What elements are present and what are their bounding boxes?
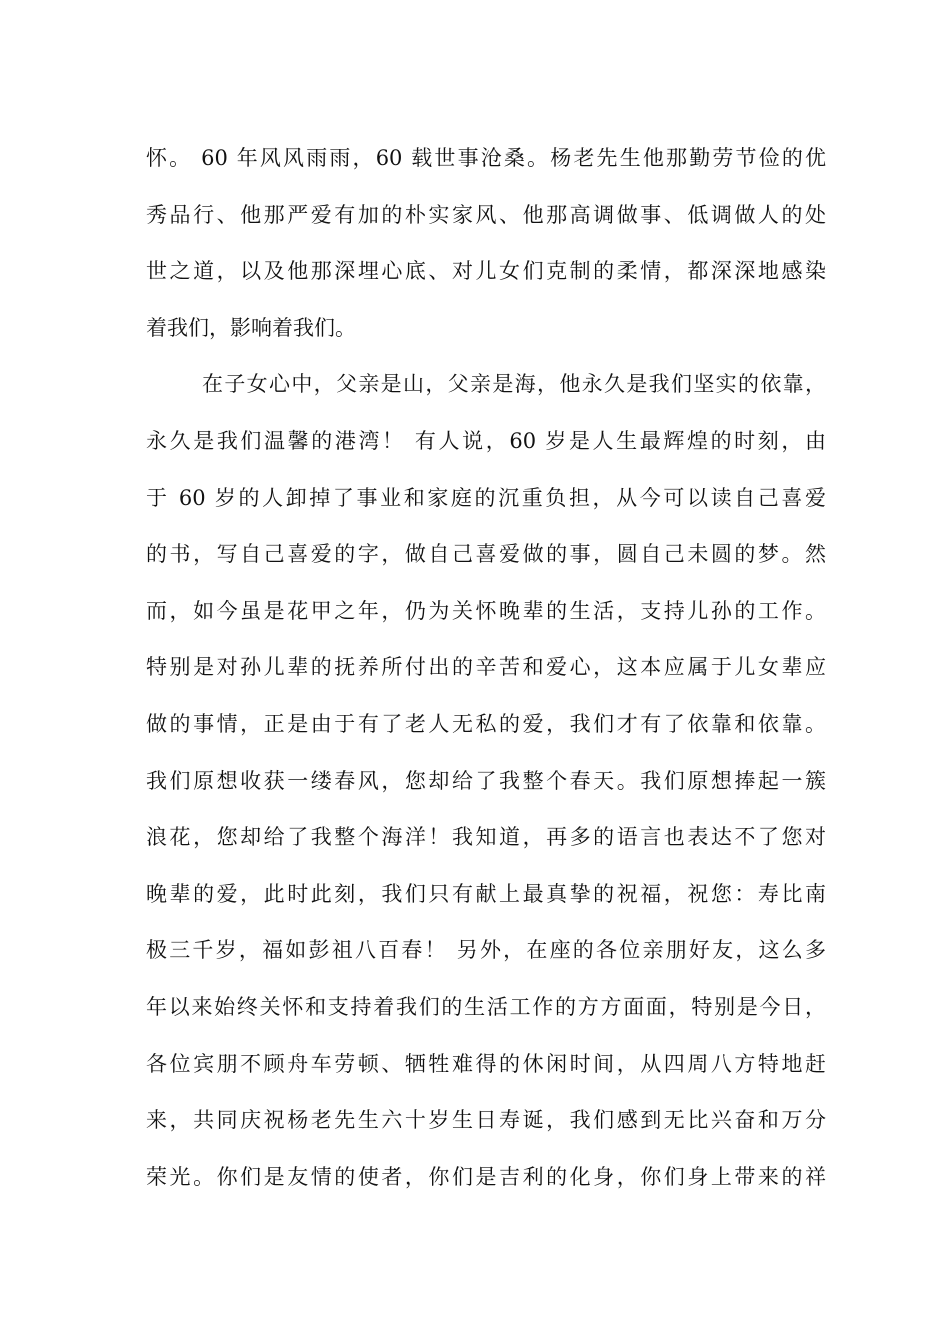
text-line: 年以来始终关怀和支持着我们的生活工作的方方面面，特别是今日， [146,994,826,1019]
text-line: 极三千岁，福如彭祖八百春！ 另外，在座的各位亲朋好友，这么多 [146,938,826,963]
text-line: 秀品行、他那严爱有加的朴实家风、他那高调做事、低调做人的处 [146,202,826,227]
text-line: 永久是我们温馨的港湾！ 有人说，60 岁是人生最辉煌的时刻，由 [146,428,826,453]
paragraph-start-line: 在子女心中，父亲是山，父亲是海，他永久是我们坚实的依靠， [202,372,826,397]
text-line: 我们原想收获一缕春风，您却给了我整个春天。我们原想捧起一簇 [146,768,826,793]
text-line: 于 60 岁的人卸掉了事业和家庭的沉重负担，从今可以读自己喜爱 [146,485,826,510]
text-line: 浪花，您却给了我整个海洋！我知道，再多的语言也表达不了您对 [146,825,826,850]
text-line: 各位宾朋不顾舟车劳顿、牺牲难得的休闲时间，从四周八方特地赶 [146,1051,826,1076]
text-line: 来，共同庆祝杨老先生六十岁生日寿诞，我们感到无比兴奋和万分 [146,1108,826,1133]
text-line: 的书，写自己喜爱的字，做自己喜爱做的事，圆自己未圆的梦。然 [146,542,826,567]
text-line: 世之道，以及他那深埋心底、对儿女们克制的柔情，都深深地感染 [146,259,826,284]
text-line: 而，如今虽是花甲之年，仍为关怀晚辈的生活，支持儿孙的工作。 [146,598,826,623]
body-text [146,130,826,1205]
text-line: 做的事情，正是由于有了老人无私的爱，我们才有了依靠和依靠。 [146,711,826,736]
text-line: 荣光。你们是友情的使者，你们是吉利的化身，你们身上带来的祥 [146,1164,826,1189]
text-line: 晚辈的爱，此时此刻，我们只有献上最真挚的祝福，祝您：寿比南 [146,881,826,906]
text-line: 着我们，影响着我们。 [146,315,356,340]
text-line: 特别是对孙儿辈的抚养所付出的辛苦和爱心，这本应属于儿女辈应 [146,655,826,680]
text-line: 怀。 60 年风风雨雨，60 载世事沧桑。杨老先生他那勤劳节俭的优 [146,146,826,170]
